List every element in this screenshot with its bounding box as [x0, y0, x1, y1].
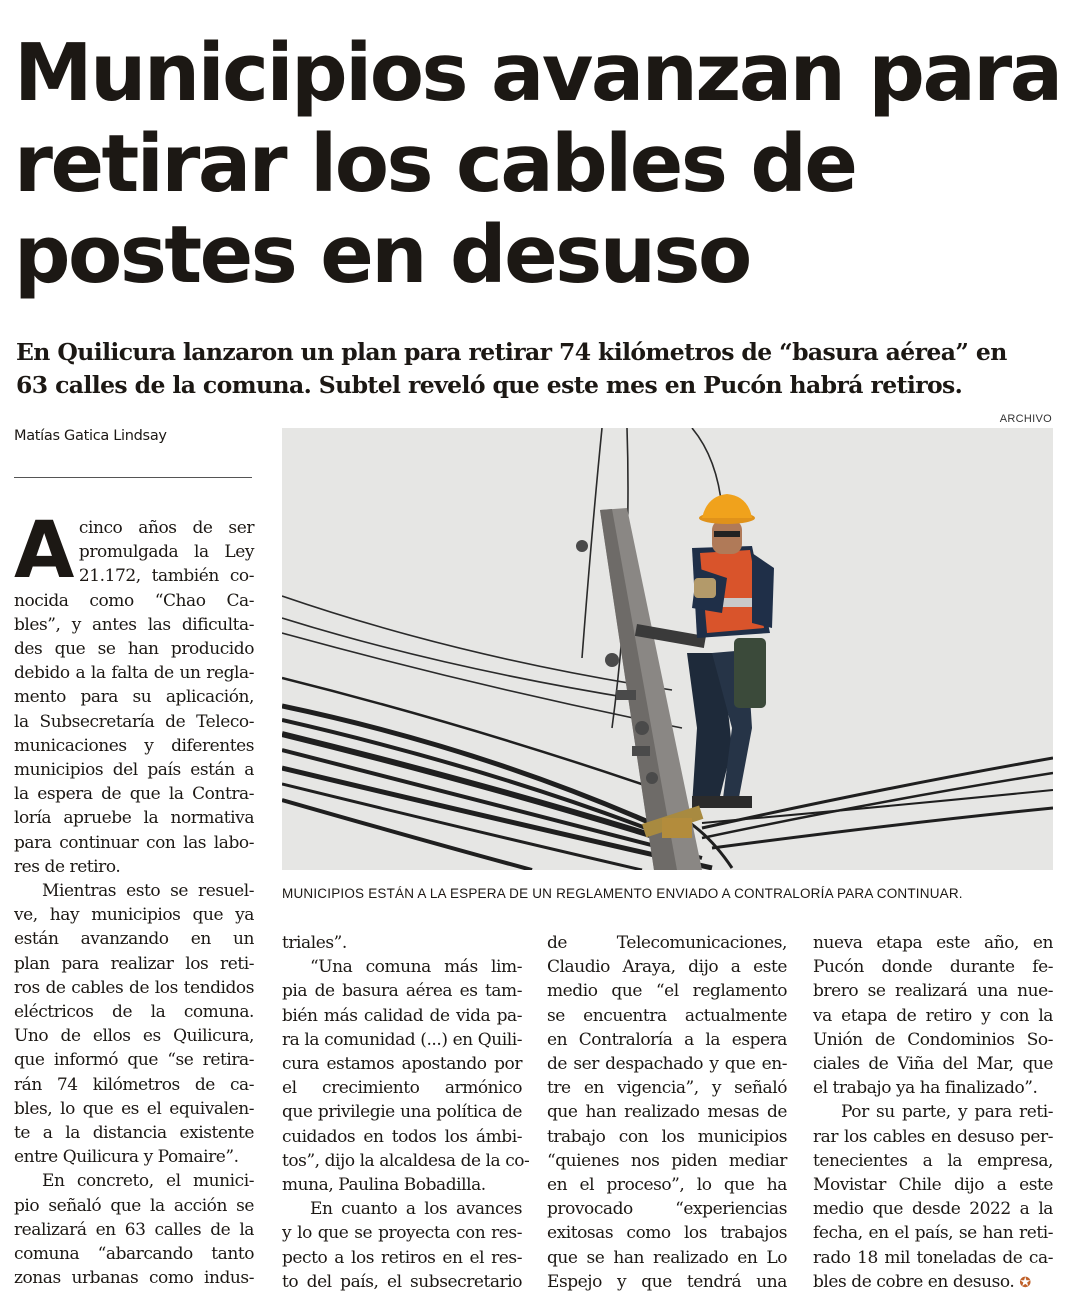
text-line: des que se han producido [14, 639, 254, 660]
text-line: se encuentra actualmente [547, 1005, 787, 1026]
text-line: cura estamos apostando por [282, 1054, 522, 1075]
text-line: mento para su aplicación, [14, 687, 254, 708]
text-line: loría apruebe la normativa [14, 808, 254, 829]
photo-credit: ARCHIVO [999, 413, 1052, 425]
article-column-1 [14, 506, 254, 1291]
text-line: va etapa de retiro y con la [813, 1005, 1053, 1026]
text-line: Movistar Chile dijo a este [813, 1175, 1053, 1196]
text-line: de ser despachado y que en- [547, 1054, 787, 1075]
headline [14, 27, 1061, 301]
text-line: ciales de Viña del Mar, que [813, 1054, 1053, 1075]
deck-line: En Quilicura lanzaron un plan para retirar 74 kilómetros de “basura aérea” en [16, 338, 1007, 366]
text-line: rar los cables en desuso per- [813, 1126, 1053, 1147]
text-line: rán 74 kilómetros de ca- [14, 1074, 254, 1095]
text-line: realizará en 63 calles de la [14, 1219, 254, 1240]
author-byline: Matías Gatica Lindsay [14, 428, 167, 444]
final-sentence: bles de cobre en desuso. [813, 1271, 1015, 1292]
byline-divider [14, 477, 252, 478]
text-line: tos”, dijo la alcaldesa de la co- [282, 1150, 530, 1171]
text-line: ve, hay municipios que ya [14, 905, 254, 926]
text-line: bles”, y antes las dificulta- [14, 614, 254, 635]
lineman-on-pole-illustration [282, 428, 1053, 870]
text-line: muna, Paulina Bobadilla. [282, 1175, 486, 1196]
text-line: bién más calidad de vida pa- [282, 1005, 522, 1026]
deck-line: 63 calles de la comuna. Subtel reveló que este mes en Pucón habrá retiros. [16, 371, 963, 399]
text-line: “Una comuna más lim- [310, 957, 522, 978]
text-line: la espera de que la Contra- [14, 784, 254, 805]
text-line: Por su parte, y para reti- [841, 1102, 1053, 1123]
text-line [813, 1270, 1053, 1295]
text-line: Claudio Araya, dijo a este [547, 957, 787, 978]
text-line: pia de basura aérea es tam- [282, 981, 522, 1002]
text-line: brero se realizará una nue- [813, 981, 1053, 1002]
text-line: ros de cables de los tendidos [14, 977, 254, 998]
text-line: triales”. [282, 933, 347, 953]
text-line: comuna “abarcando tanto [14, 1244, 254, 1265]
text-line: que privilegie una política de [282, 1102, 522, 1123]
text-line: medio que “el reglamento [547, 981, 787, 1002]
text-line: de Telecomunicaciones, [547, 933, 787, 953]
text-line: 21.172, también co- [78, 566, 254, 587]
text-line: Pucón donde durante fe- [813, 957, 1053, 978]
article-photo [282, 428, 1053, 870]
text-line: debido a la falta de un regla- [14, 663, 254, 684]
text-line: están avanzando en un [14, 929, 254, 950]
photo-caption: MUNICIPIOS ESTÁN A LA ESPERA DE UN REGLAMENTO ENVIADO A CONTRALORÍA PARA CONTINUAR. [282, 886, 963, 901]
text-line: que se han realizado en Lo [547, 1247, 787, 1268]
headline-line: postes en desuso [14, 209, 750, 301]
text-line: trabajo con los municipios [547, 1126, 787, 1147]
text-line: zonas urbanas como indus- [14, 1268, 254, 1289]
article-column-3 [547, 931, 787, 1294]
text-line: que informó que “se retira- [14, 1050, 254, 1071]
article-column-2 [282, 931, 530, 1294]
text-line: cinco años de ser [78, 518, 254, 538]
text-line: provocado “experiencias [547, 1199, 787, 1220]
text-line: pecto a los retiros en el res- [282, 1247, 522, 1268]
text-line: plan para realizar los reti- [14, 953, 254, 974]
text-line: la Subsecretaría de Teleco- [14, 711, 254, 732]
text-line: rado 18 mil toneladas de ca- [813, 1247, 1053, 1268]
text-line: medio que desde 2022 a la [813, 1199, 1053, 1220]
text-line: Uno de ellos es Quilicura, [14, 1026, 254, 1047]
text-line: tenecientes a la empresa, [813, 1150, 1053, 1171]
text-line: entre Quilicura y Pomaire”. [14, 1147, 239, 1168]
headline-line: retirar los cables de [14, 118, 856, 210]
dropcap: A [14, 506, 74, 596]
end-of-article-icon: ✪ [1019, 1274, 1031, 1291]
text-line: bles, lo que es el equivalen- [14, 1098, 254, 1119]
headline-line: Municipios avanzan para [14, 27, 1061, 119]
text-line: res de retiro. [14, 856, 121, 877]
text-line: para continuar con las labo- [14, 832, 254, 853]
text-line: exitosas como los trabajos [547, 1223, 787, 1244]
text-line: el trabajo ya ha finalizado”. [813, 1078, 1038, 1099]
text-line: nueva etapa este año, en [813, 933, 1053, 953]
text-line: nocida como “Chao Ca- [14, 590, 254, 611]
text-line: eléctricos de la comuna. [14, 1002, 254, 1023]
text-line: to del país, el subsecretario [282, 1271, 522, 1292]
text-line: en el proceso”, lo que ha [547, 1175, 787, 1196]
text-line: Espejo y que tendrá una [547, 1271, 787, 1292]
text-line: municaciones y diferentes [14, 735, 254, 756]
text-line: fecha, en el país, se han reti- [813, 1223, 1053, 1244]
text-line: te a la distancia existente [14, 1123, 254, 1144]
deck-subtitle [16, 336, 1056, 402]
text-line: pio señaló que la acción se [14, 1195, 254, 1216]
text-line: cuidados en todos los ámbi- [282, 1126, 522, 1147]
text-line: en Contraloría a la espera [547, 1029, 787, 1050]
text-line: En cuanto a los avances [310, 1199, 522, 1220]
text-line: municipios del país están a [14, 760, 254, 781]
text-line: En concreto, el munici- [42, 1171, 254, 1192]
text-line: tre en vigencia”, y señaló [547, 1078, 787, 1099]
text-line: y lo que se proyecta con res- [282, 1223, 522, 1244]
text-line: que han realizado mesas de [547, 1102, 787, 1123]
text-line: ra la comunidad (...) en Quili- [282, 1029, 522, 1050]
text-line: Mientras esto se resuel- [42, 881, 254, 902]
text-line: promulgada la Ley [78, 542, 254, 563]
text-line: Unión de Condominios So- [813, 1029, 1053, 1050]
text-line: “quienes nos piden mediar [547, 1150, 787, 1171]
text-line: el crecimiento armónico [282, 1078, 522, 1099]
article-column-4 [813, 931, 1053, 1295]
